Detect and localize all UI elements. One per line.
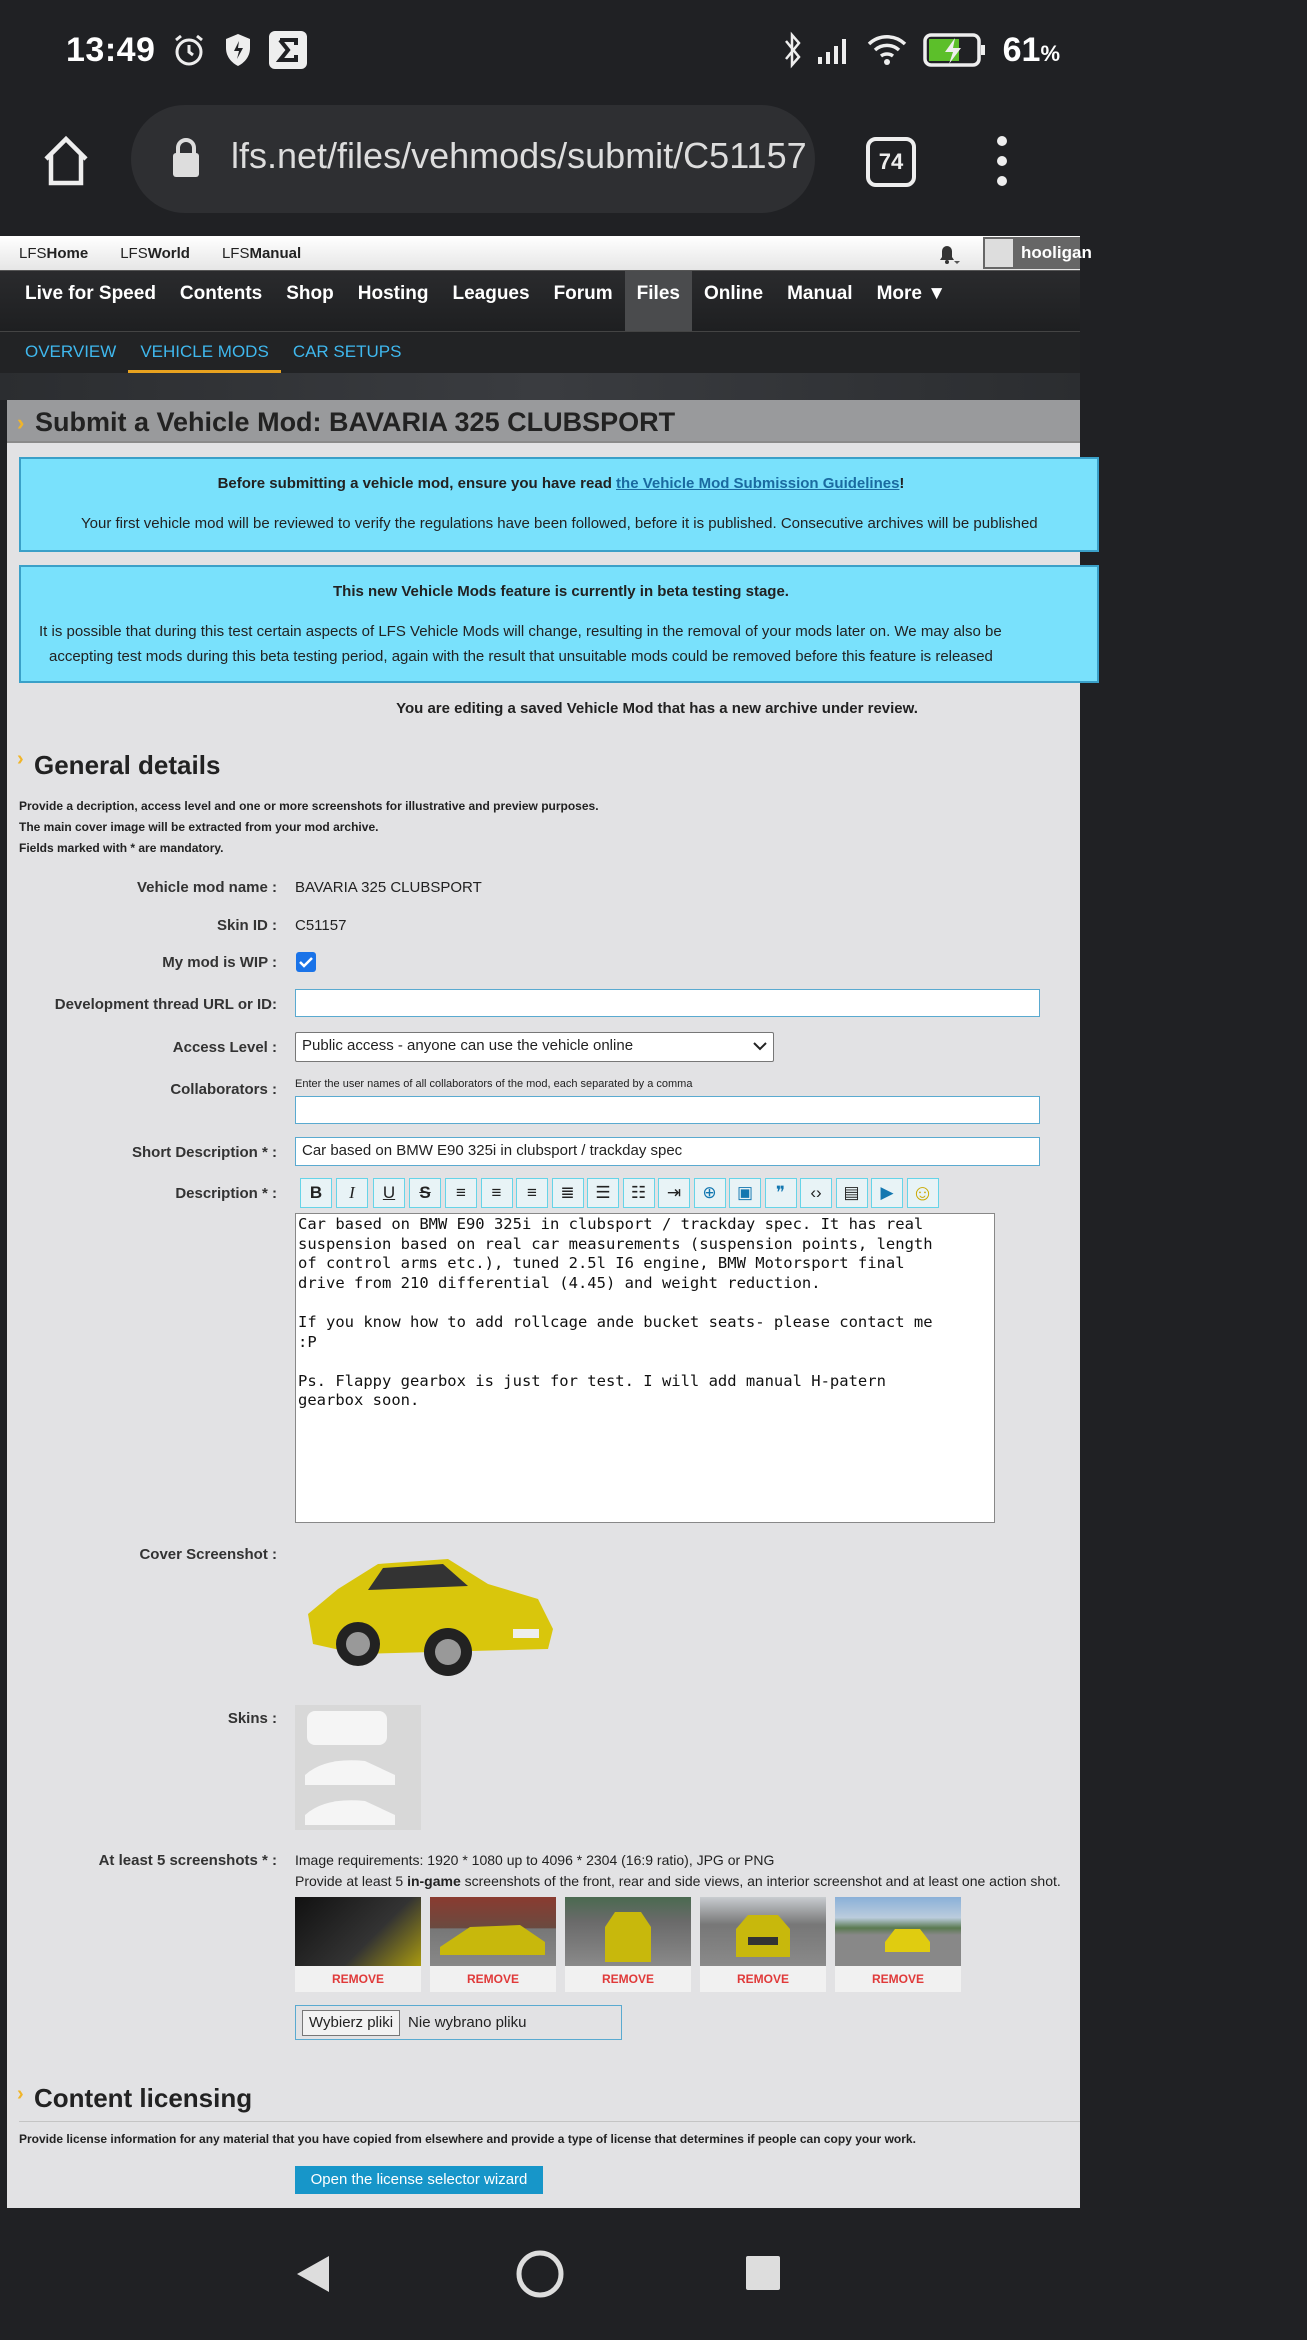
link-bold: Home bbox=[46, 244, 89, 262]
instr-pre: Provide at least 5 bbox=[295, 1873, 408, 1889]
screenshot-thumb bbox=[700, 1897, 826, 1992]
notification-bell-icon[interactable] bbox=[936, 242, 960, 266]
image-icon: ▣ bbox=[736, 1183, 754, 1202]
wifi-icon bbox=[867, 32, 909, 68]
italic-button[interactable]: I bbox=[336, 1178, 368, 1208]
subnav-overview[interactable]: OVERVIEW bbox=[25, 342, 117, 361]
label-screenshots: At least 5 screenshots * : bbox=[98, 1852, 277, 1869]
status-left bbox=[66, 28, 307, 72]
divider bbox=[19, 2121, 1080, 2122]
chevron-down-icon bbox=[753, 1041, 767, 1051]
label-skin-id: Skin ID : bbox=[216, 917, 277, 934]
numbered-list-icon: ☷ bbox=[630, 1183, 647, 1202]
nav-online[interactable]: Online bbox=[703, 283, 764, 304]
choose-files-button[interactable]: Wybierz pliki bbox=[302, 2010, 400, 2036]
description-textarea[interactable]: Car based on BMW E90 325i in clubsport / trackday spec. It has real suspension based on real car measurements (suspension points, length of control arms etc.), tuned 2.5l I6 engine, BMW Motorsport final drive from 210 differential (4.45) and weight reduction. If you know how to add rollcage ande bucket seats- please contact me :P Ps. Flappy gearbox is just for test. I will add manual H-patern gearbox soon. bbox=[295, 1213, 995, 1523]
nav-manual[interactable]: Manual bbox=[787, 283, 853, 304]
justify-icon: ≣ bbox=[560, 1183, 575, 1202]
page-content bbox=[7, 400, 1080, 2208]
nav-leagues[interactable]: Leagues bbox=[452, 283, 530, 304]
short-description-input[interactable]: Car based on BMW E90 325i in clubsport / trackday spec bbox=[295, 1137, 1040, 1166]
align-right-icon: ≡ bbox=[527, 1183, 537, 1202]
notice-lead-text: Before submitting a vehicle mod, ensure you have read bbox=[217, 475, 617, 492]
user-menu[interactable] bbox=[983, 237, 1092, 269]
clock: 13:49 bbox=[66, 30, 156, 69]
label-description: Description * : bbox=[175, 1185, 277, 1202]
link-bold: Manual bbox=[249, 244, 302, 262]
remove-screenshot-button[interactable]: REMOVE bbox=[430, 1966, 556, 1992]
link-bold: World bbox=[147, 244, 190, 262]
nav-shop[interactable]: Shop bbox=[286, 283, 334, 304]
checkmark-icon bbox=[296, 952, 316, 972]
screenshot-image bbox=[700, 1897, 826, 1966]
nav-forum[interactable]: Forum bbox=[553, 283, 613, 304]
status-right bbox=[783, 28, 1060, 72]
system-nav-bar bbox=[0, 2208, 1080, 2340]
label-access-level: Access Level : bbox=[172, 1039, 277, 1056]
shield-icon bbox=[223, 32, 253, 68]
license-wizard-button[interactable]: Open the license selector wizard bbox=[295, 2166, 543, 2194]
underline-button[interactable]: U bbox=[373, 1178, 405, 1208]
smiley-button[interactable] bbox=[907, 1178, 939, 1208]
file-status: Nie wybrano pliku bbox=[408, 2014, 527, 2031]
remove-screenshot-button[interactable]: REMOVE bbox=[295, 1966, 421, 1992]
dev-thread-input[interactable] bbox=[295, 989, 1040, 1017]
notice-body: Your first vehicle mod will be reviewed to verify the regulations have been followed, before it is published. Consecutive archives will be published bbox=[81, 515, 1038, 532]
lock-icon bbox=[171, 135, 201, 179]
address-bar[interactable] bbox=[131, 105, 815, 213]
chevron-right-icon: › bbox=[17, 2083, 24, 2105]
align-left-button[interactable] bbox=[445, 1178, 477, 1208]
licensing-text: Provide license information for any material that you have copied from elsewhere and provide a type of license that determines if people can copy your work. bbox=[19, 2132, 916, 2146]
video-icon: ▶ bbox=[880, 1183, 894, 1202]
more-options-icon[interactable] bbox=[992, 133, 1012, 189]
subnav-car-setups[interactable]: CAR SETUPS bbox=[292, 342, 402, 361]
link-lfs-world[interactable] bbox=[120, 245, 190, 262]
link-lfs-home[interactable] bbox=[19, 245, 88, 262]
quote-button[interactable] bbox=[765, 1178, 797, 1208]
browser-toolbar bbox=[0, 105, 1080, 233]
label-cover-screenshot: Cover Screenshot : bbox=[139, 1546, 277, 1563]
bullet-list-button[interactable] bbox=[587, 1178, 619, 1208]
wip-checkbox[interactable] bbox=[296, 952, 316, 972]
home-icon[interactable] bbox=[40, 135, 92, 187]
video-button[interactable] bbox=[871, 1178, 903, 1208]
access-level-value: Public access - anyone can use the vehicle online bbox=[302, 1037, 634, 1054]
header-background bbox=[0, 373, 1080, 400]
beta-line-2: accepting test mods during this beta testing period, again with the result that unsuitable mods could be removed before this feature is released bbox=[49, 648, 993, 665]
label-wip: My mod is WIP : bbox=[162, 954, 277, 971]
title-bar bbox=[7, 400, 1080, 443]
home-button-icon[interactable] bbox=[514, 2248, 566, 2300]
justify-button[interactable] bbox=[552, 1178, 584, 1208]
instr-post: screenshots of the front, rear and side views, an interior screenshot and at least one action shot. bbox=[460, 1873, 1061, 1889]
file-input[interactable] bbox=[295, 2005, 622, 2040]
beta-line-1: It is possible that during this test certain aspects of LFS Vehicle Mods will change, resulting in the removal of your mods later on. We may also be bbox=[39, 623, 1002, 640]
screenshot-thumb bbox=[295, 1897, 421, 1992]
instr-bold: in-game bbox=[407, 1873, 461, 1889]
signal-icon bbox=[817, 35, 853, 65]
link-icon: ⊕ bbox=[702, 1183, 717, 1202]
cover-screenshot-image bbox=[298, 1544, 558, 1678]
bullet-list-icon: ☰ bbox=[595, 1183, 611, 1202]
beta-title: This new Vehicle Mods feature is currently in beta testing stage. bbox=[333, 583, 789, 600]
url-text[interactable]: lfs.net/files/vehmods/submit/C51157 bbox=[231, 135, 807, 176]
page-title: Submit a Vehicle Mod: BAVARIA 325 CLUBSPORT bbox=[35, 407, 676, 437]
code-button[interactable] bbox=[800, 1178, 832, 1208]
code-icon: ‹› bbox=[810, 1183, 822, 1202]
top-links bbox=[19, 236, 301, 270]
status-bar bbox=[0, 0, 1080, 105]
screenshot-thumb bbox=[835, 1897, 961, 1992]
link-prefix: LFS bbox=[19, 244, 47, 262]
battery-level bbox=[1003, 31, 1060, 70]
notice-end: ! bbox=[899, 475, 905, 492]
screenshot-thumb bbox=[430, 1897, 556, 1992]
sigma-icon bbox=[269, 31, 307, 69]
indent-icon: ⇥ bbox=[666, 1183, 682, 1202]
image-button[interactable] bbox=[729, 1178, 761, 1208]
label-dev-thread: Development thread URL or ID: bbox=[54, 996, 277, 1013]
link-prefix: LFS bbox=[120, 244, 148, 262]
username: hooligan bbox=[1021, 243, 1092, 262]
section-general-details: General details bbox=[34, 750, 221, 780]
php-icon: ▤ bbox=[843, 1183, 860, 1202]
link-button[interactable] bbox=[694, 1178, 726, 1208]
nav-live-for-speed[interactable]: Live for Speed bbox=[25, 283, 156, 304]
skin-id-value: C51157 bbox=[295, 917, 347, 934]
screenshot-image bbox=[295, 1897, 421, 1966]
tab-switcher-button[interactable]: 74 bbox=[866, 137, 916, 187]
editing-note: You are editing a saved Vehicle Mod that has a new archive under review. bbox=[396, 700, 918, 717]
back-icon[interactable] bbox=[295, 2254, 331, 2294]
bluetooth-icon bbox=[783, 31, 803, 69]
battery-unit: % bbox=[1040, 40, 1060, 66]
label-vehicle-mod-name: Vehicle mod name : bbox=[136, 879, 277, 896]
align-right-button[interactable] bbox=[516, 1178, 548, 1208]
screenshot-instructions bbox=[295, 1873, 1061, 1889]
general-note: The main cover image will be extracted from your mod archive. bbox=[19, 820, 379, 834]
bold-button[interactable]: B bbox=[300, 1178, 332, 1208]
align-center-icon: ≡ bbox=[491, 1183, 502, 1202]
label-short-description: Short Description * : bbox=[131, 1144, 277, 1161]
align-left-icon: ≡ bbox=[456, 1183, 466, 1202]
guidelines-notice bbox=[19, 457, 1099, 552]
general-note: Provide a decription, access level and one or more screenshots for illustrative and preview purposes. bbox=[19, 799, 599, 813]
php-button[interactable] bbox=[836, 1178, 868, 1208]
section-content-licensing: Content licensing bbox=[34, 2083, 253, 2113]
recents-icon[interactable] bbox=[746, 2256, 780, 2290]
battery-percent: 61 bbox=[1002, 30, 1041, 69]
beta-notice bbox=[19, 565, 1099, 683]
guidelines-link[interactable]: the Vehicle Mod Submission Guidelines bbox=[616, 475, 900, 492]
nav-hosting[interactable]: Hosting bbox=[357, 283, 429, 304]
collaborators-hint: Enter the user names of all collaborators of the mod, each separated by a comma bbox=[295, 1078, 693, 1090]
label-skins: Skins : bbox=[227, 1710, 277, 1727]
chevron-right-icon: › bbox=[17, 748, 24, 770]
numbered-list-button[interactable] bbox=[623, 1178, 655, 1208]
avatar bbox=[985, 239, 1013, 267]
subnav-vehicle-mods[interactable]: VEHICLE MODS bbox=[128, 332, 280, 373]
nav-contents[interactable]: Contents bbox=[179, 283, 263, 304]
screenshot-image bbox=[565, 1897, 691, 1966]
nav-more[interactable]: More ▼ bbox=[876, 283, 947, 304]
smiley-icon: ☺ bbox=[911, 1180, 934, 1205]
vehicle-mod-name-value: BAVARIA 325 CLUBSPORT bbox=[295, 879, 482, 896]
access-level-select[interactable] bbox=[295, 1032, 774, 1062]
general-note: Fields marked with * are mandatory. bbox=[19, 841, 224, 855]
alarm-icon bbox=[171, 32, 207, 68]
screenshot-image bbox=[835, 1897, 961, 1966]
remove-screenshot-button[interactable]: REMOVE bbox=[835, 1966, 961, 1992]
screenshot-image bbox=[430, 1897, 556, 1966]
sub-nav bbox=[0, 331, 1080, 373]
strikethrough-button[interactable]: S bbox=[409, 1178, 441, 1208]
skin-template-image bbox=[295, 1705, 421, 1830]
link-lfs-manual[interactable] bbox=[222, 245, 301, 262]
main-nav bbox=[0, 270, 1080, 331]
screenshot-thumb bbox=[565, 1897, 691, 1992]
chevron-right-icon: › bbox=[17, 410, 25, 435]
remove-screenshot-button[interactable]: REMOVE bbox=[565, 1966, 691, 1992]
remove-screenshot-button[interactable]: REMOVE bbox=[700, 1966, 826, 1992]
nav-files[interactable]: Files bbox=[625, 271, 692, 331]
label-collaborators: Collaborators : bbox=[170, 1081, 277, 1098]
collaborators-input[interactable] bbox=[295, 1096, 1040, 1124]
align-center-button[interactable] bbox=[481, 1178, 513, 1208]
lfs-top-bar bbox=[0, 236, 1092, 270]
link-prefix: LFS bbox=[221, 244, 250, 262]
notice-lead bbox=[21, 475, 1101, 493]
quote-icon: ❞ bbox=[775, 1183, 786, 1202]
image-requirements: Image requirements: 1920 * 1080 up to 4096 * 2304 (16:9 ratio), JPG or PNG bbox=[295, 1852, 775, 1868]
battery-charging-icon bbox=[923, 32, 989, 68]
indent-button[interactable] bbox=[658, 1178, 690, 1208]
